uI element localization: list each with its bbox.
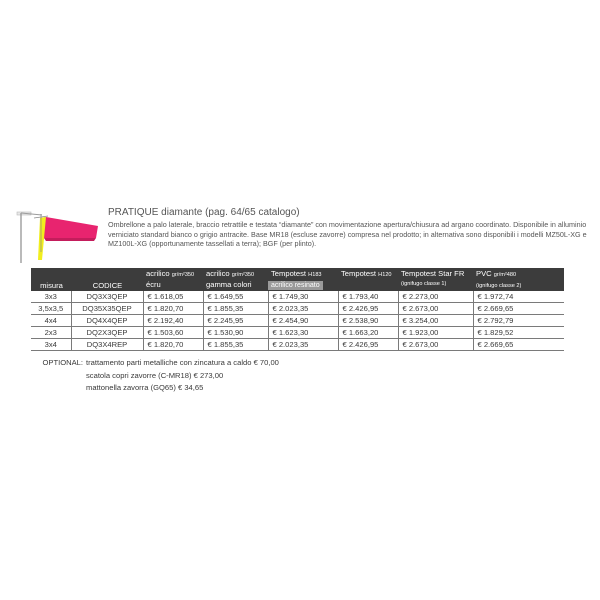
header-spec: H120 xyxy=(378,272,392,278)
cell-price: € 2.792,79 xyxy=(473,315,564,327)
umbrella-icon xyxy=(14,204,106,264)
cell-price: € 1.530,90 xyxy=(203,327,268,339)
product-image xyxy=(14,204,106,264)
cell-price: € 1.503,60 xyxy=(143,327,203,339)
cell-price: € 2.023,35 xyxy=(268,303,338,315)
header-acrilico-gamma xyxy=(203,268,268,291)
cell-price: € 2.673,00 xyxy=(398,339,473,351)
product-info xyxy=(108,207,594,249)
cell-misura: 3,5x3,5 xyxy=(31,303,71,315)
cell-price: € 1.623,30 xyxy=(268,327,338,339)
header-name: PVC xyxy=(476,269,492,278)
product-title: PRATIQUE diamante (pag. 64/65 catalogo) xyxy=(108,207,300,218)
header-name: acrilico xyxy=(146,269,170,278)
header-codice xyxy=(71,268,143,291)
header-subtitle: (ignifugo classe 2) xyxy=(476,283,522,289)
cell-price: € 1.649,55 xyxy=(203,291,268,303)
cell-price: € 3.254,00 xyxy=(398,315,473,327)
header-name: acrilico xyxy=(206,269,230,278)
optional-item: trattamento parti metalliche con zincatura a caldo € 70,00 xyxy=(86,358,279,367)
header-acrilico-ecru xyxy=(143,268,203,291)
header-tempotest-h183 xyxy=(268,268,338,291)
table-header-row xyxy=(31,268,564,291)
cell-price: € 1.618,05 xyxy=(143,291,203,303)
table-row xyxy=(31,339,564,351)
header-misura-label: misura xyxy=(40,281,63,290)
header-spec: H183 xyxy=(308,272,322,278)
cell-codice: DQ4X4QEP xyxy=(71,315,143,327)
table-row xyxy=(31,315,564,327)
header-name: Tempotest xyxy=(271,269,307,278)
cell-price: € 2.669,65 xyxy=(473,303,564,315)
header-misura xyxy=(31,268,71,291)
cell-codice: DQ2X3QEP xyxy=(71,327,143,339)
header-subtitle: (ignifugo classe 1) xyxy=(401,281,447,287)
cell-price: € 1.749,30 xyxy=(268,291,338,303)
table-row xyxy=(31,327,564,339)
cell-price: € 1.829,52 xyxy=(473,327,564,339)
header-tempotest-star xyxy=(398,268,473,291)
cell-price: € 1.855,35 xyxy=(203,303,268,315)
cell-misura: 3x3 xyxy=(31,291,71,303)
optional-item: mattonella zavorra (GQ65) € 34,65 xyxy=(86,383,204,392)
cell-price: € 1.793,40 xyxy=(338,291,398,303)
cell-price: € 2.673,00 xyxy=(398,303,473,315)
header-tempotest-h120 xyxy=(338,268,398,291)
header-codice-label: CODICE xyxy=(92,281,123,290)
cell-misura: 4x4 xyxy=(31,315,71,327)
table-row xyxy=(31,291,564,303)
header-subtitle: écru xyxy=(146,280,161,289)
cell-misura: 3x4 xyxy=(31,339,71,351)
price-table xyxy=(31,268,564,351)
header-spec: gr/m²350 xyxy=(231,272,255,278)
product-description: Ombrellone a palo laterale, braccio retrattile e testata “diamante” con movimentazione apertura/chiusura ad argano coordinato. Disponibile in alluminio verniciato standard bianco o grigio antracite. Base MR18 (escluse zavorre) compresa nel prodotto; in alternativa sono disponibili i modelli MZ50L-XG e MZ100L-XG (opportunamente tassellati a terra); BGF (per plinto). xyxy=(108,220,587,249)
cell-codice: DQ3X4REP xyxy=(71,339,143,351)
cell-price: € 2.426,95 xyxy=(338,339,398,351)
cell-price: € 2.023,35 xyxy=(268,339,338,351)
cell-price: € 1.855,35 xyxy=(203,339,268,351)
cell-price: € 2.245,95 xyxy=(203,315,268,327)
cell-codice: DQ35X35QEP xyxy=(71,303,143,315)
header-name: Tempotest xyxy=(341,269,377,278)
cell-price: € 2.669,65 xyxy=(473,339,564,351)
header-highlight-badge: acrilico resinato xyxy=(268,281,323,290)
cell-price: € 2.454,90 xyxy=(268,315,338,327)
cell-misura: 2x3 xyxy=(31,327,71,339)
cell-price: € 2.538,90 xyxy=(338,315,398,327)
header-name: Tempotest Star FR xyxy=(401,269,465,278)
cell-price: € 1.923,00 xyxy=(398,327,473,339)
header-spec: gr/m²350 xyxy=(171,272,195,278)
cell-price: € 2.273,00 xyxy=(398,291,473,303)
header-spec: gr/m²480 xyxy=(493,272,517,278)
header-pvc xyxy=(473,268,564,291)
cell-codice: DQ3X3QEP xyxy=(71,291,143,303)
optional-item: scatola copri zavorre (C-MR18) € 273,00 xyxy=(86,370,224,380)
cell-price: € 1.820,70 xyxy=(143,339,203,351)
cell-price: € 2.426,95 xyxy=(338,303,398,315)
cell-price: € 2.192,40 xyxy=(143,315,203,327)
header-subtitle: gamma colori xyxy=(206,280,252,289)
table-row xyxy=(31,303,564,315)
cell-price: € 1.972,74 xyxy=(473,291,564,303)
cell-price: € 1.820,70 xyxy=(143,303,203,315)
cell-price: € 1.663,20 xyxy=(338,327,398,339)
optional-label: OPTIONAL: xyxy=(42,358,83,367)
